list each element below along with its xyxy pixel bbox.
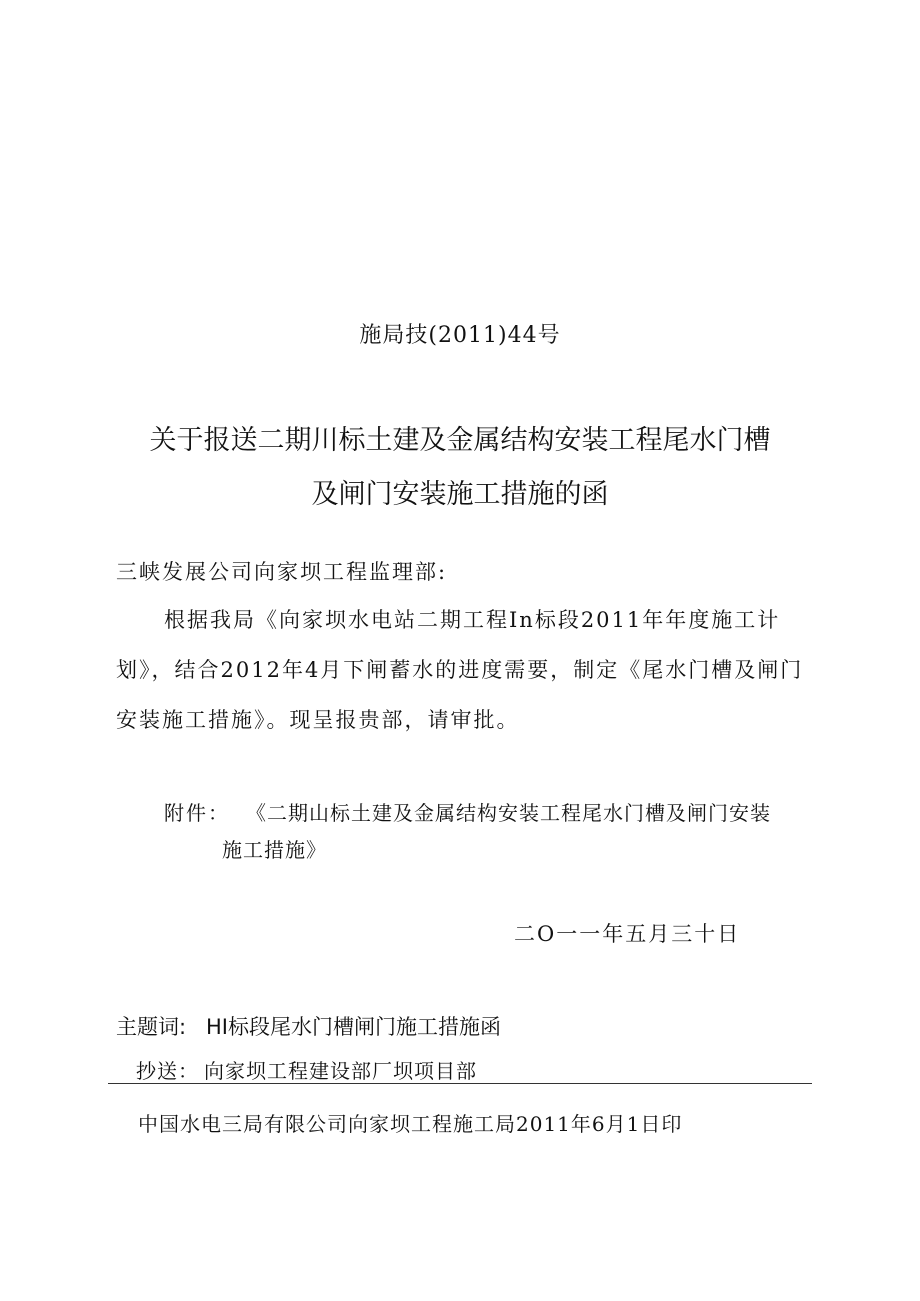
- subject-keywords: HI标段尾水门槽闸门施工措施函: [206, 1015, 501, 1039]
- print-footer: 中国水电三局有限公司向家坝工程施工局2011年6月1日印: [138, 1112, 683, 1136]
- body-line: 根据我局《向家坝水电站二期工程In标段2011年年度施工计: [164, 608, 781, 632]
- body-line: 安装施工措施》。现呈报贵部，请审批。: [116, 708, 520, 732]
- attachment-line: 施工措施》: [222, 838, 327, 862]
- attachment-line: 《二期山标土建及金属结构安装工程尾水门槽及闸门安装: [246, 801, 771, 825]
- document-number: 施局技(2011)44号: [359, 323, 561, 348]
- issue-date: 二O一一年五月三十日: [514, 922, 741, 946]
- cc-label: 抄送：: [136, 1059, 199, 1083]
- body-line: 划》，结合2012年4月下闸蓄水的进度需要，制定《尾水门槽及闸门: [116, 658, 804, 682]
- cc-recipients: 向家坝工程建设部厂坝项目部: [204, 1059, 477, 1083]
- subject-label: 主题词:: [116, 1015, 187, 1039]
- recipient: 三峡发展公司向家坝工程监理部:: [116, 560, 448, 584]
- document-title-line-2: 及闸门安装施工措施的函: [311, 479, 609, 510]
- divider-line: [108, 1083, 812, 1084]
- attachment-label: 附件：: [164, 801, 230, 825]
- document-title-line-1: 关于报送二期川标土建及金属结构安装工程尾水门槽: [149, 425, 771, 456]
